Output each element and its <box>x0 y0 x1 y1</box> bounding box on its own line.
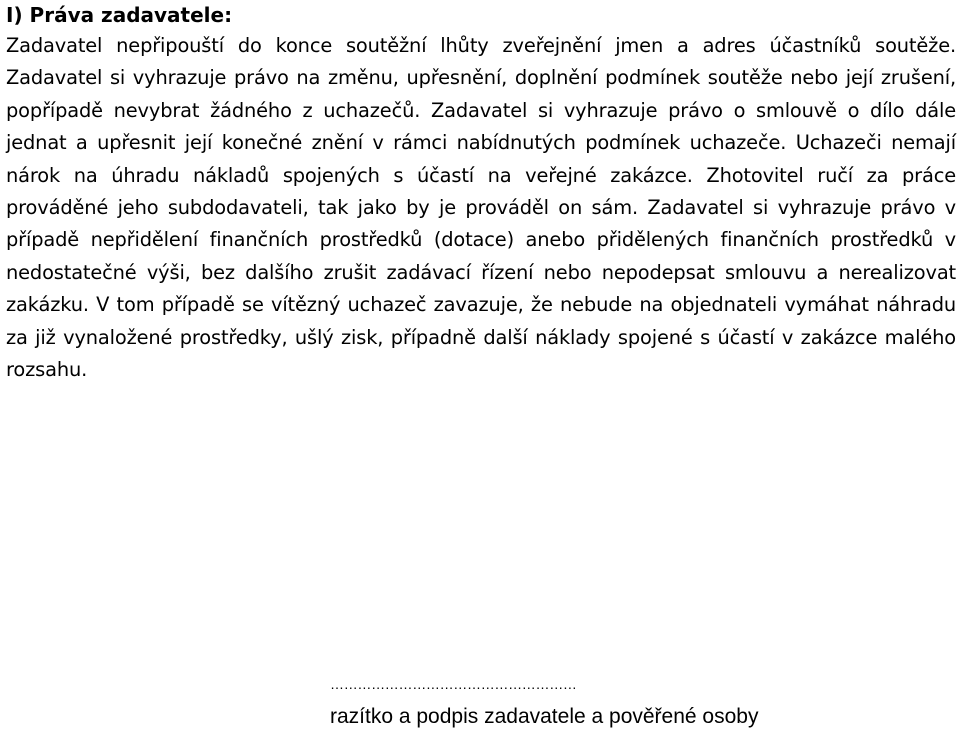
section-paragraph: Zadavatel nepřipouští do konce soutěžní lhůty zveřejnění jmen a adres účastníků soutěže. Zadavatel si vyhrazuje právo na změnu, upřesnění, doplnění podmínek soutěže nebo její zrušení, popřípadě nevybrat žádného z uchazečů. Zadavatel si vyhrazuje právo o smlouvě o dílo dále jednat a upřesnit její konečné znění v rámci nabídnutých podmínek uchazeče. Uchazeči nemají nárok na úhradu nákladů spojených s účastí na veřejné zakázce. Zhotovitel ručí za práce prováděné jeho subdodavateli, tak jako by je prováděl on sám. Zadavatel si vyhrazuje právo v případě nepřidělení finančních prostředků (dotace) anebo přidělených finančních prostředků v nedostatečné výši, bez dalšího zrušit zadávací řízení nebo nepodepsat smlouvu a nerealizovat zakázku. V tom případě se vítězný uchazeč zavazuje, že nebude na objednateli vymáhat náhradu za již vynaložené prostředky, ušlý zisk, případně další náklady spojené s účastí v zakázce malého rozsahu. <box>6 34 956 382</box>
signature-block <box>330 676 758 729</box>
section-heading: I) Práva zadavatele: <box>6 3 233 27</box>
signature-line: ……………………………………………… <box>330 676 577 692</box>
signature-caption: razítko a podpis zadavatele a pověřené osoby <box>330 705 759 728</box>
